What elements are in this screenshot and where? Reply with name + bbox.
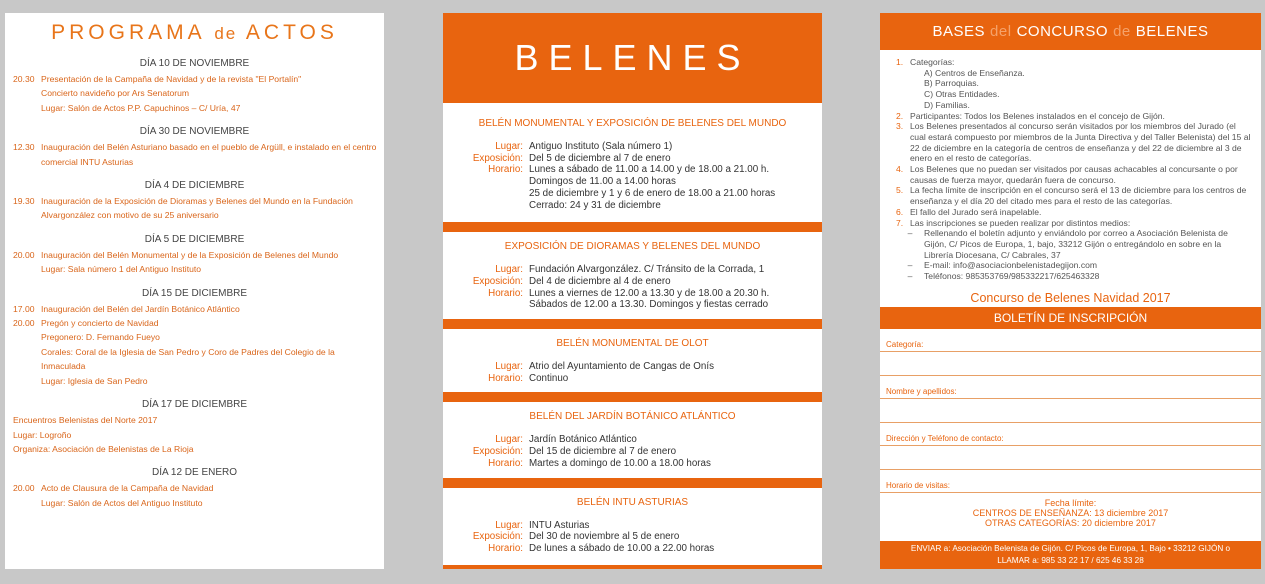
rule-number: 6.	[896, 206, 904, 217]
section-title: EXPOSICIÓN DE DIORAMAS Y BELENES DEL MUNDO	[504, 241, 761, 253]
info-row	[465, 531, 812, 543]
rule-item	[896, 111, 1251, 122]
info-label	[465, 299, 529, 311]
day-block	[5, 234, 384, 277]
event-line	[5, 248, 384, 262]
rule-number: –	[907, 271, 913, 282]
rule-item	[896, 260, 1251, 271]
event-line	[5, 481, 384, 495]
rule-number	[896, 100, 910, 111]
event-line	[5, 413, 384, 427]
day-block	[5, 288, 384, 388]
day-block	[5, 467, 384, 510]
info-value: Del 15 de diciembre al 7 de enero	[529, 446, 677, 458]
event-line	[5, 496, 384, 510]
footer-call: LLAMAR a: 985 33 22 17 / 625 46 33 28	[997, 556, 1144, 565]
exhibit-section	[443, 103, 822, 222]
rule-text: Los Belenes que no puedan ser visitados por causas achacables al concursante o por causas de fuerza mayor, quedarán fuera de concurso.	[910, 164, 1238, 185]
info-label: Exposición:	[472, 152, 523, 164]
info-label: Horario:	[488, 287, 523, 299]
section-divider	[443, 565, 822, 569]
section-title: BELÉN INTU ASTURIAS	[576, 496, 689, 508]
info-value: 25 de diciembre y 1 y 6 de enero de 18.00 a 21.00 horas	[529, 187, 776, 199]
programa-days	[5, 58, 384, 510]
event-time: 20.30	[13, 74, 35, 84]
footer-send: ENVIAR a: Asociación Belenista de Gijón. C/ Picos de Europa, 1, Bajo • 33212 GIJÓN o	[910, 544, 1231, 553]
bases-title-word: CONCURSO	[1016, 23, 1109, 40]
info-value: Martes a domingo de 10.00 a 18.00 horas	[529, 457, 711, 469]
section-rows	[453, 141, 812, 211]
event-text: Lugar: Salón de Actos P.P. Capuchinos – C/ Uría, 47	[41, 102, 241, 113]
section-divider	[443, 478, 822, 488]
info-value: Fundación Alvargonzález. C/ Tránsito de la Corrada, 1	[529, 264, 765, 276]
event-line	[5, 140, 384, 169]
contact-footer	[880, 541, 1261, 569]
rule-number: 4.	[896, 164, 904, 175]
event-text: Lugar: Iglesia de San Pedro	[41, 375, 148, 386]
info-row	[465, 520, 812, 532]
programa-title	[5, 21, 384, 47]
day-block	[5, 180, 384, 223]
event-text: Concierto navideño por Ars Senatorum	[41, 88, 190, 99]
bases-header	[880, 13, 1261, 50]
info-value: Atrio del Ayuntamiento de Cangas de Onís	[529, 361, 714, 373]
info-label: Lugar:	[495, 361, 523, 373]
rule-item	[896, 271, 1251, 282]
day-heading: DÍA 12 DE ENERO	[151, 467, 238, 479]
event-line	[5, 302, 384, 316]
info-label: Horario:	[488, 164, 523, 176]
bases-title-word: BELENES	[1135, 23, 1209, 40]
event-text: Inauguración del Belén del Jardín Botánico Atlántico	[41, 303, 240, 314]
event-text: Pregón y concierto de Navidad	[41, 318, 159, 329]
rule-item	[896, 100, 1251, 111]
info-row	[465, 361, 812, 373]
info-row	[465, 434, 812, 446]
section-divider	[443, 319, 822, 329]
info-row	[465, 373, 812, 385]
rule-number: 1.	[896, 57, 904, 67]
deadline-head: Fecha límite:	[1044, 498, 1097, 509]
belenes-panel	[443, 13, 822, 569]
rule-text: Las inscripciones se pueden realizar por distintos medios:	[910, 217, 1131, 228]
info-row	[465, 276, 812, 288]
form-blank-line[interactable]	[880, 446, 1261, 470]
info-value: De lunes a sábado de 10.00 a 22.00 horas	[529, 542, 715, 554]
info-value: Jardín Botánico Atlántico	[529, 434, 637, 446]
section-title: BELÉN MONUMENTAL Y EXPOSICIÓN DE BELENES DEL MUNDO	[478, 118, 787, 129]
section-rows	[453, 434, 812, 469]
info-label: Horario:	[488, 372, 523, 384]
event-text: Inauguración del Belén Monumental y de la Exposición de Belenes del Mundo	[41, 249, 339, 260]
rule-number	[896, 68, 910, 79]
event-time: 20.00	[13, 483, 35, 494]
event-text: Lugar: Logroño	[13, 429, 72, 440]
info-value: INTU Asturias	[529, 519, 590, 531]
info-row	[465, 543, 812, 555]
event-text: Pregonero: D. Fernando Fueyo	[41, 332, 160, 343]
info-row	[465, 176, 812, 188]
event-time	[5, 496, 41, 510]
info-value: Domingos de 11.00 a 14.00 horas	[529, 176, 676, 188]
rule-text: C) Otras Entidades.	[924, 89, 1000, 100]
rule-item	[896, 207, 1251, 218]
event-time: 17.00	[13, 303, 35, 314]
event-line	[5, 262, 384, 276]
bases-title-word: del	[990, 23, 1012, 40]
info-row	[465, 264, 812, 276]
info-value: Del 30 de noviembre al 5 de enero	[529, 531, 680, 543]
section-rows	[453, 520, 812, 555]
rule-item	[896, 68, 1251, 79]
rule-text: D) Familias.	[924, 99, 970, 110]
rule-text: Teléfonos: 985353769/985332217/625463328	[924, 271, 1100, 282]
event-line	[5, 316, 384, 330]
info-row	[465, 153, 812, 165]
section-divider	[443, 392, 822, 402]
rule-number: 2.	[896, 110, 904, 121]
programa-title-word: ACTOS	[245, 21, 338, 44]
day-heading: DÍA 5 DE DICIEMBRE	[144, 233, 245, 245]
info-label: Horario:	[488, 542, 523, 554]
rule-item	[896, 57, 1251, 68]
section-title: BELÉN DEL JARDÍN BOTÁNICO ATLÁNTICO	[529, 411, 736, 423]
event-text: Lugar: Sala número 1 del Antiguo Instituto	[41, 264, 202, 275]
bases-rules	[880, 50, 1261, 282]
info-value: Lunes a viernes de 12.00 a 13.30 y de 18.00 a 20.30 h.	[529, 287, 770, 299]
info-label: Lugar:	[495, 519, 523, 531]
info-row	[465, 446, 812, 458]
event-text: Encuentros Belenistas del Norte 2017	[13, 415, 158, 426]
event-text: Inauguración de la Exposición de Dioramas y Belenes del Mundo en la Fundación Alvargonzález con motivo de su 25 aniversario	[41, 196, 353, 221]
exhibit-section	[443, 329, 822, 392]
event-text: Organiza: Asociación de Belenistas de La Rioja	[13, 443, 194, 454]
info-label: Lugar:	[495, 141, 523, 152]
day-heading: DÍA 15 DE DICIEMBRE	[141, 287, 248, 299]
event-time: 19.30	[13, 196, 35, 207]
day-heading: DÍA 4 DE DICIEMBRE	[144, 180, 245, 192]
day-heading: DÍA 30 DE NOVIEMBRE	[139, 126, 250, 138]
exhibit-section	[443, 232, 822, 319]
event-time: 20.00	[13, 318, 35, 329]
info-row	[465, 288, 812, 300]
deadline	[880, 498, 1261, 528]
event-time	[5, 413, 13, 427]
bases-title-word: BASES	[932, 23, 986, 40]
info-label	[465, 188, 529, 200]
event-line	[5, 72, 384, 86]
rule-item	[896, 78, 1251, 89]
form-field[interactable]: Categoría:	[880, 329, 1261, 353]
bases-panel	[880, 13, 1261, 569]
rule-number	[896, 78, 910, 89]
rule-number	[896, 89, 910, 100]
rule-item	[896, 185, 1251, 206]
event-time	[5, 428, 13, 442]
day-block	[5, 126, 384, 169]
boletin-title: BOLETÍN DE INSCRIPCIÓN	[880, 307, 1261, 329]
rule-item	[896, 228, 1251, 260]
programa-title-word: PROGRAMA	[51, 21, 205, 44]
event-text: Presentación de la Campaña de Navidad y de la revista "El Portalín"	[41, 74, 302, 84]
info-value: Antiguo Instituto (Sala número 1)	[529, 141, 673, 152]
event-time	[5, 262, 41, 276]
info-value: Del 4 de diciembre al 4 de enero	[529, 275, 671, 287]
belenes-sections	[443, 103, 822, 569]
info-row	[465, 458, 812, 470]
day-block	[5, 399, 384, 456]
info-row	[465, 141, 812, 153]
day-heading: DÍA 10 DE NOVIEMBRE	[139, 58, 250, 69]
rule-text: El fallo del Jurado será inapelable.	[910, 206, 1042, 217]
exhibit-section	[443, 402, 822, 477]
section-rows	[453, 361, 812, 384]
event-time	[5, 101, 41, 115]
bases-title-word: de	[1113, 23, 1131, 40]
section-title: BELÉN MONUMENTAL DE OLOT	[556, 338, 709, 350]
rule-number: –	[907, 228, 913, 239]
info-label: Exposición:	[472, 275, 523, 287]
event-time	[5, 374, 41, 388]
programa-panel	[5, 13, 384, 569]
day-heading: DÍA 17 DE DICIEMBRE	[141, 399, 248, 411]
event-time	[5, 442, 13, 456]
event-time	[5, 345, 41, 374]
rule-number: 5.	[896, 185, 904, 196]
info-value: Del 5 de diciembre al 7 de enero	[529, 152, 671, 164]
info-label: Exposición:	[472, 531, 523, 543]
form-field[interactable]: Horario de visitas:	[880, 470, 1261, 494]
section-divider	[443, 222, 822, 232]
rule-text: Categorías:	[910, 57, 955, 67]
rule-text: E-mail: info@asociacionbelenistadegijon.com	[924, 260, 1098, 271]
info-label	[465, 176, 529, 188]
event-text: Corales: Coral de la Iglesia de San Pedro y Coro de Padres del Colegio de la Inmaculada	[41, 346, 335, 372]
event-time	[5, 86, 41, 100]
rule-number: –	[907, 260, 913, 271]
rule-item	[896, 164, 1251, 185]
event-text: Inauguración del Belén Asturiano basado en el pueblo de Argüll, e instalado en el centro comercial INTU Asturias	[41, 142, 377, 167]
programa-title-word: de	[214, 24, 238, 43]
rule-text: B) Parroquias.	[924, 78, 979, 89]
rule-item	[896, 89, 1251, 100]
form-blank-line[interactable]	[880, 399, 1261, 423]
event-line	[5, 101, 384, 115]
rule-text: La fecha límite de inscripción en el concurso será el 13 de diciembre para los centros de enseñanza y el día 20 del citado mes para el resto de las categorías.	[910, 185, 1247, 207]
event-line	[5, 330, 384, 344]
event-line	[5, 428, 384, 442]
rule-item	[896, 121, 1251, 164]
belenes-title: BELENES	[514, 37, 751, 78]
rule-number: 7.	[896, 217, 904, 228]
rule-text: Participantes: Todos los Belenes instalados en el concejo de Gijón.	[910, 110, 1165, 121]
event-time: 20.00	[13, 249, 35, 260]
rule-text: Los Belenes presentados al concurso serán visitados por los miembros del Jurado (el cual estará compuesto por miembros de la Junta Directiva y del Taller Belenista) del 15 al 22 de diciembre en la categoría de centros de enseñanza y del 22 de diciembre al 3 de enero en el resto de categorías.	[910, 121, 1251, 164]
deadline-centros: CENTROS DE ENSEÑANZA: 13 diciembre 2017	[972, 508, 1169, 519]
event-line	[5, 194, 384, 223]
info-value: Continuo	[529, 372, 569, 384]
event-line	[5, 345, 384, 374]
form-field[interactable]: Dirección y Teléfono de contacto:	[880, 423, 1261, 447]
event-line	[5, 442, 384, 456]
event-time	[5, 330, 41, 344]
section-rows	[453, 264, 812, 311]
event-text: Acto de Clausura de la Campaña de Navidad	[41, 483, 214, 494]
event-line	[5, 86, 384, 100]
info-row	[465, 188, 812, 200]
info-label: Lugar:	[495, 264, 523, 276]
exhibit-section	[443, 488, 822, 565]
event-line	[5, 374, 384, 388]
deadline-otras: OTRAS CATEGORÍAS: 20 diciembre 2017	[985, 518, 1156, 529]
info-row	[465, 200, 812, 212]
info-row	[465, 164, 812, 176]
form-blank-line[interactable]	[880, 352, 1261, 376]
day-block	[5, 58, 384, 115]
boletin-form	[880, 329, 1261, 494]
rule-number: 3.	[896, 121, 904, 132]
info-label: Horario:	[488, 457, 523, 469]
info-value: Lunes a sábado de 11.00 a 14.00 y de 18.00 a 21.00 h.	[529, 164, 770, 176]
info-label: Lugar:	[495, 434, 523, 446]
rule-text: Rellenando el boletín adjunto y enviándolo por correo a Asociación Belenista de Gijón, C/ Picos de Europa, 1, bajo, 33212 Gijón o entregándolo en sobre en la Librería Diocesana, C/ Cabrales, 37	[924, 228, 1228, 260]
info-label	[465, 200, 529, 212]
info-value: Sábados de 12.00 a 13.30. Domingos y fiestas cerrado	[529, 299, 769, 311]
event-text: Lugar: Salón de Actos del Antiguo Instituto	[41, 497, 203, 508]
rule-item	[896, 218, 1251, 229]
belenes-header	[443, 13, 822, 103]
event-time: 12.30	[13, 142, 35, 153]
info-label: Exposición:	[472, 446, 523, 458]
contest-title: Concurso de Belenes Navidad 2017	[970, 290, 1171, 305]
rule-text: A) Centros de Enseñanza.	[924, 67, 1025, 78]
info-row	[465, 299, 812, 311]
info-value: Cerrado: 24 y 31 de diciembre	[529, 199, 661, 211]
form-field[interactable]: Nombre y apellidos:	[880, 376, 1261, 400]
